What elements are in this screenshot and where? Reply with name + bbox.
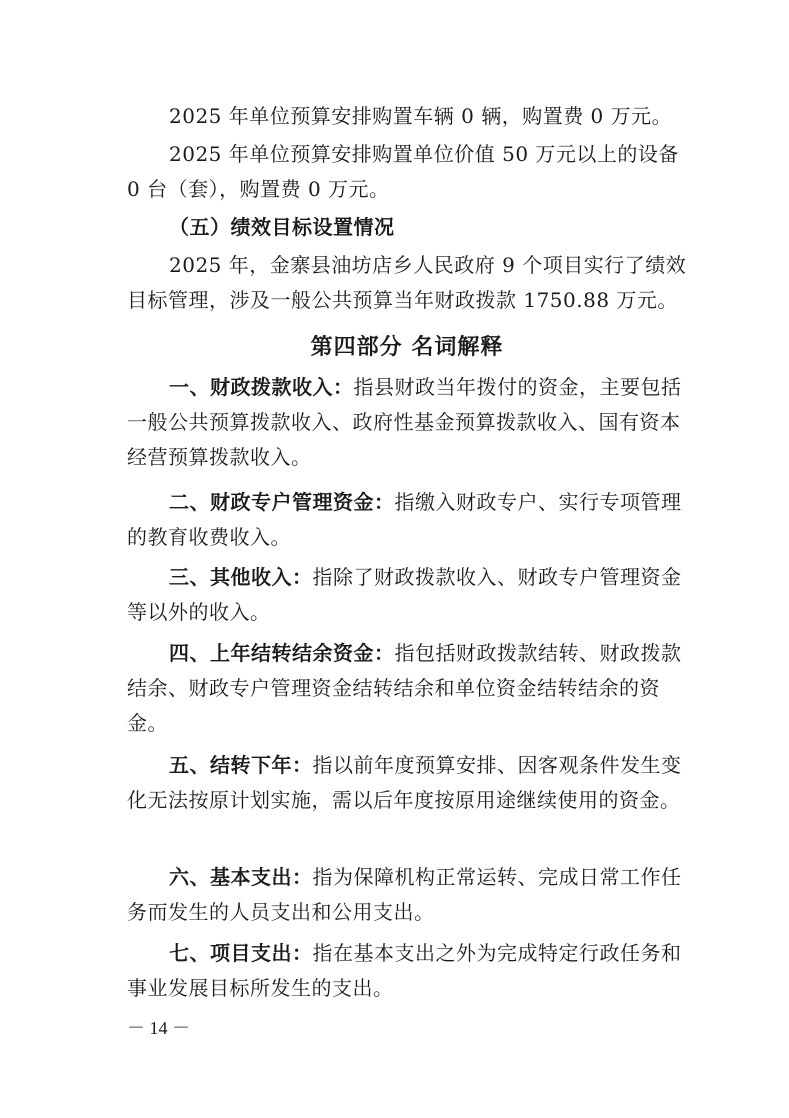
definition-item (127, 560, 687, 630)
paragraph-performance: 2025 年，金寨县油坊店乡人民政府 9 个项目实行了绩效目标管理，涉及一般公共预算当年财政拨款 1750.88 万元。 (127, 253, 687, 312)
subsection-heading-performance: （五）绩效目标设置情况 (169, 215, 395, 239)
section-title: 第四部分 名词解释 (310, 335, 504, 360)
definition-item (127, 748, 687, 818)
paragraph-vehicles: 2025 年单位预算安排购置车辆 0 辆，购置费 0 万元。 (169, 104, 673, 128)
definition-item (127, 485, 687, 555)
definition-text: 指在基本支出之外为完成特定行政任务和事业发展目标所发生的支出。 (127, 941, 682, 1000)
page-number: － 14 － (127, 1018, 190, 1038)
definition-item (127, 636, 687, 741)
definition-text: 指县财政当年拨付的资金，主要包括一般公共预算拨款收入、政府性基金预算拨款收入、国有资本经营预算拨款收入。 (127, 375, 682, 469)
definition-item (127, 936, 687, 1006)
definition-term: 四、上年结转结余资金： (169, 641, 395, 665)
definition-text: 指缴入财政专户、实行专项管理的教育收费收入。 (127, 490, 682, 549)
definition-term: 六、基本支出： (169, 865, 313, 889)
definition-text: 指为保障机构正常运转、完成日常工作任务而发生的人员支出和公用支出。 (127, 865, 682, 924)
definition-term: 一、财政拨款收入： (169, 375, 354, 399)
definition-text: 指包括财政拨款结转、财政拨款结余、财政专户管理资金结转结余和单位资金结转结余的资金。 (127, 641, 682, 735)
definition-text: 指除了财政拨款收入、财政专户管理资金等以外的收入。 (127, 565, 682, 624)
definition-term: 二、财政专户管理资金： (169, 490, 395, 514)
definition-term: 三、其他收入： (169, 565, 313, 589)
definition-item (127, 860, 687, 930)
paragraph-equipment: 2025 年单位预算安排购置单位价值 50 万元以上的设备 0 台（套），购置费 0 万元。 (127, 142, 679, 201)
definition-text: 指以前年度预算安排、因客观条件发生变化无法按原计划实施，需以后年度按原用途继续使用的资金。 (127, 753, 682, 812)
definition-term: 五、结转下年： (169, 753, 313, 777)
definition-term: 七、项目支出： (169, 941, 313, 965)
definition-item (127, 370, 687, 475)
